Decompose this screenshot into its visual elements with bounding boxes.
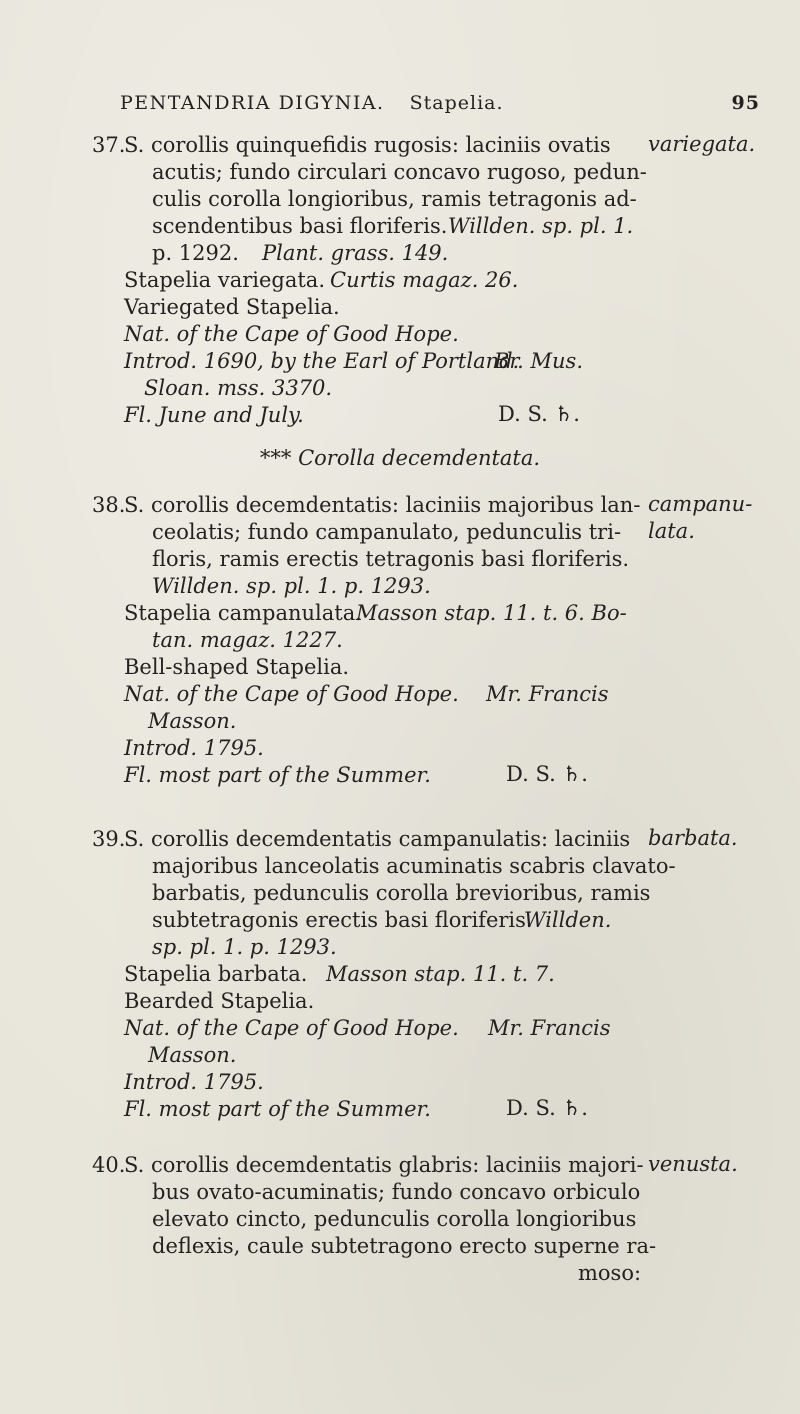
reference: Br. Mus. — [494, 349, 583, 373]
entry-line: deflexis, caule subtetragono erecto superne ra- — [152, 1234, 657, 1258]
entry-line: Stapelia barbata. — [124, 962, 308, 986]
duration-mark: D. S. ♄. — [498, 402, 580, 426]
header-class-order: PENTANDRIA DIGYNIA. — [120, 92, 385, 114]
entry-line: S. corollis quinquefidis rugosis: laciniis ovatis — [124, 133, 611, 157]
entry-line: Stapelia variegata. — [124, 268, 326, 292]
entry-line: Fl. June and July. — [124, 403, 304, 427]
reference: Mr. Francis — [486, 682, 609, 706]
epithet: barbata. — [648, 826, 738, 850]
reference: Willden. — [524, 908, 612, 932]
entry-line: moso: — [578, 1261, 642, 1285]
entry-line: Nat. of the Cape of Good Hope. — [124, 682, 459, 706]
reference: Masson stap. 11. t. 7. — [326, 962, 555, 986]
header-genus: Stapelia. — [409, 92, 504, 114]
running-header — [120, 92, 760, 122]
entry-line: elevato cincto, pedunculis corolla longioribus — [152, 1207, 637, 1231]
entry-line: Bell-shaped Stapelia. — [124, 655, 350, 679]
epithet: lata. — [648, 519, 695, 543]
entry-line: Sloan. mss. 3370. — [144, 376, 333, 400]
reference: Mr. Francis — [488, 1016, 611, 1040]
entry-line: acutis; fundo circulari concavo rugoso, pedun- — [152, 160, 647, 184]
entry-line: barbatis, pedunculis corolla brevioribus, ramis — [152, 881, 651, 905]
duration-mark: D. S. ♄. — [506, 1096, 588, 1120]
entry-line: Masson. — [148, 709, 237, 733]
entry-line: sp. pl. 1. p. 1293. — [152, 935, 337, 959]
reference: Plant. grass. 149. — [262, 241, 449, 265]
entry-line: Introd. 1690, by the Earl of Portland. — [124, 349, 520, 373]
entry-line: S. corollis decemdentatis: laciniis majoribus lan- — [124, 493, 641, 517]
entry-line: Willden. sp. pl. 1. p. 1293. — [152, 574, 431, 598]
entry-line: Fl. most part of the Summer. — [124, 1097, 431, 1121]
entry-line: bus ovato-acuminatis; fundo concavo orbiculo — [152, 1180, 641, 1204]
reference: Curtis magaz. 26. — [330, 268, 519, 292]
entry-line: subtetragonis erectis basi floriferis. — [152, 908, 533, 932]
reference: Masson stap. 11. t. 6. Bo- — [356, 601, 627, 625]
duration-mark: D. S. ♄. — [506, 762, 588, 786]
entry-line: Fl. most part of the Summer. — [124, 763, 431, 787]
entry-line: S. corollis decemdentatis campanulatis: laciniis — [124, 827, 631, 851]
entry-line: floris, ramis erectis tetragonis basi floriferis. — [152, 547, 630, 571]
entry-line: p. 1292. — [152, 241, 239, 265]
entry-line: majoribus lanceolatis acuminatis scabris clavato- — [152, 854, 676, 878]
entry-line: Bearded Stapelia. — [124, 989, 315, 1013]
entry-number: 38. — [92, 493, 126, 517]
reference: Willden. sp. pl. 1. — [448, 214, 634, 238]
entry-number: 40. — [92, 1153, 126, 1177]
entry-line: Nat. of the Cape of Good Hope. — [124, 322, 459, 346]
entry-line: culis corolla longioribus, ramis tetragonis ad- — [152, 187, 637, 211]
entry-line: Masson. — [148, 1043, 237, 1067]
entry-line: Nat. of the Cape of Good Hope. — [124, 1016, 459, 1040]
page-number: 95 — [731, 92, 760, 114]
entry-number: 39. — [92, 827, 126, 851]
header-left — [120, 92, 504, 114]
entry-line: Introd. 1795. — [124, 1070, 264, 1094]
epithet: variegata. — [648, 132, 756, 156]
entry-line: S. corollis decemdentatis glabris: laciniis majori- — [124, 1153, 644, 1177]
entry-line: ceolatis; fundo campanulato, pedunculis tri- — [152, 520, 622, 544]
entry-line: tan. magaz. 1227. — [152, 628, 343, 652]
epithet: venusta. — [648, 1152, 738, 1176]
entry-line: Stapelia campanulata. — [124, 601, 362, 625]
entry-line: scendentibus basi floriferis. — [152, 214, 448, 238]
entry-number: 37. — [92, 133, 126, 157]
section-heading: *** Corolla decemdentata. — [259, 446, 541, 470]
entry-line: Variegated Stapelia. — [124, 295, 340, 319]
entry-line: Introd. 1795. — [124, 736, 264, 760]
epithet: campanu- — [648, 492, 753, 516]
